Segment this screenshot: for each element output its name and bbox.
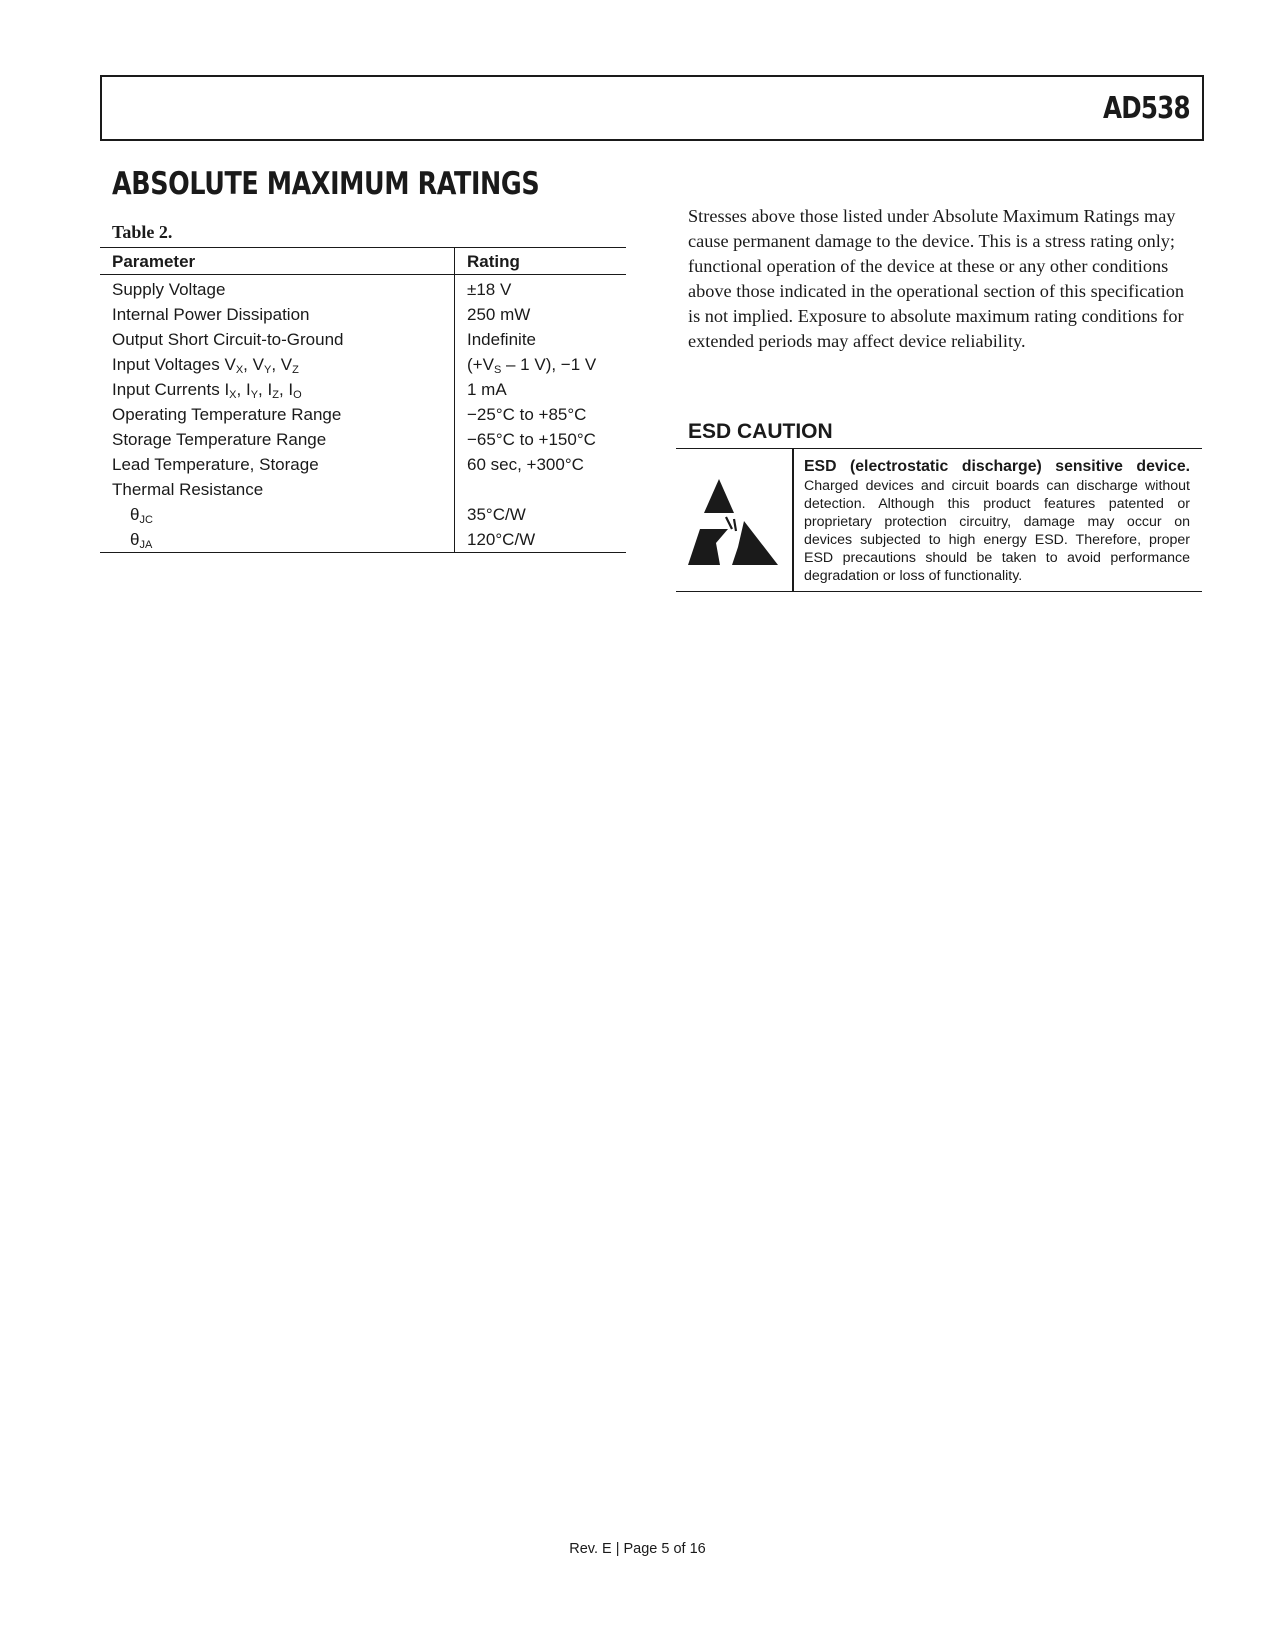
- param-cell: Storage Temperature Range: [112, 430, 327, 449]
- rating-cell: 1 mA: [455, 377, 627, 402]
- param-cell: Internal Power Dissipation: [112, 305, 310, 324]
- rating-cell: 250 mW: [455, 302, 627, 327]
- esd-caution-box: [676, 448, 1202, 592]
- table-caption: Table 2.: [112, 222, 173, 242]
- section-title: ABSOLUTE MAXIMUM RATINGS: [112, 166, 540, 202]
- param-cell: Operating Temperature Range: [112, 405, 342, 424]
- rating-cell: 60 sec, +300°C: [455, 452, 627, 477]
- page-footer: Rev. E | Page 5 of 16: [569, 1541, 706, 1557]
- table-row: [100, 502, 626, 527]
- rating-cell: −25°C to +85°C: [455, 402, 627, 427]
- header-parameter: Parameter: [112, 251, 196, 271]
- stress-paragraph: Stresses above those listed under Absolute Maximum Ratings may cause permanent damage to the device. This is a stress rating only; functional operation of the device at these or any other conditions above those indicated in the operational section of this specification is not implied. Exposure to absolute maximum rating conditions for extended periods may affect device reliability.: [688, 206, 1184, 351]
- esd-divider: [792, 449, 794, 591]
- rating-cell: ±18 V: [455, 275, 627, 303]
- param-cell: Lead Temperature, Storage: [112, 455, 319, 474]
- param-cell: Supply Voltage: [112, 280, 226, 299]
- table-row: [100, 327, 626, 352]
- part-number: AD538: [1103, 91, 1190, 126]
- param-cell: $\theta_{JC}$: [130, 505, 153, 526]
- esd-body: Charged devices and circuit boards can discharge without detection. Although this product features patented or proprietary protection circuitry, damage may occur on devices subjected to high energy ESD. Therefore, proper ESD precautions should be taken to avoid performance degradation or loss of functionality.: [804, 478, 1190, 584]
- table-row: [100, 377, 626, 402]
- table-header-row: [100, 248, 626, 275]
- page-header: [100, 75, 1204, 141]
- rating-cell: [455, 477, 627, 502]
- rating-cell: 120°C/W: [455, 527, 627, 553]
- param-cell: Input Currents $I_X$, $I_Y$, $I_Z$, $I_O$: [112, 380, 302, 401]
- rating-cell: −65°C to +150°C: [455, 427, 627, 452]
- param-cell: Input Voltages $V_X$, $V_Y$, $V_Z$: [112, 355, 299, 376]
- esd-caution-title: ESD CAUTION: [688, 420, 833, 443]
- rating-cell: ($+V_S - 1$ V), −1 V: [455, 352, 627, 377]
- rating-cell: 35°C/W: [455, 502, 627, 527]
- rating-cell: Indefinite: [455, 327, 627, 352]
- param-cell: $\theta_{JA}$: [130, 530, 153, 551]
- table-row: [100, 402, 626, 427]
- table-row: [100, 302, 626, 327]
- table-row: [100, 452, 626, 477]
- table-row: [100, 352, 626, 377]
- esd-lead: ESD (electrostatic discharge) sensitive device.: [804, 458, 1190, 475]
- param-cell: Output Short Circuit-to-Ground: [112, 330, 344, 349]
- table-row: [100, 527, 626, 553]
- table-row: [100, 477, 626, 502]
- table-row: [100, 427, 626, 452]
- table-row: [100, 275, 626, 303]
- header-rating: Rating: [455, 248, 627, 275]
- esd-warning-icon: [688, 477, 780, 567]
- ratings-table: [100, 247, 626, 553]
- esd-text: [804, 457, 1190, 585]
- param-cell: Thermal Resistance: [112, 480, 264, 499]
